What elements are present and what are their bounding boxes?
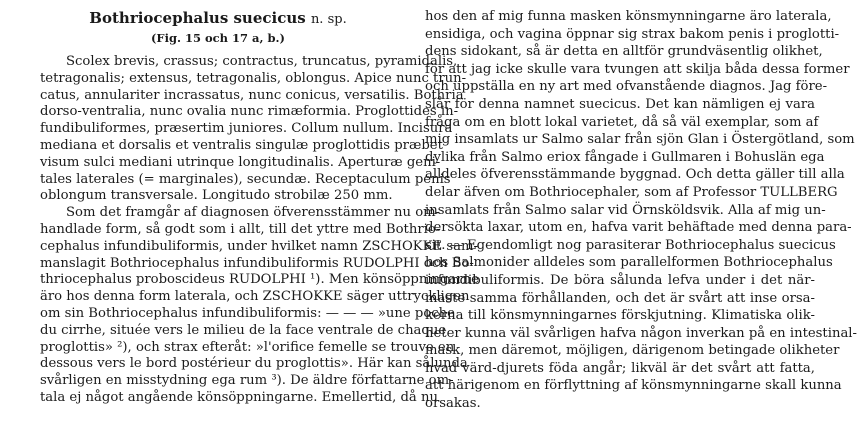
text-line: dersökta laxar, utom en, hafva varit behäftade med denna para- xyxy=(425,220,852,236)
text-line: för att jag icke skulle vara tvungen att skilja båda dessa former xyxy=(425,61,850,77)
text-line: tales laterales (= marginales), secundæ. Receptaculum penis xyxy=(40,171,451,187)
species-name: Bothriocephalus suecicus xyxy=(89,9,306,27)
text-line: sit. — Egendomligt nog parasiterar Bothriocephalus suecicus xyxy=(425,237,836,253)
text-line: tetragonalis; extensus, tetragonalis, oblongus. Apice nunc trun- xyxy=(40,70,467,86)
text-line: Som det framgår af diagnosen öfverensstämmer nu om- xyxy=(66,205,441,221)
text-line: orsakas. xyxy=(425,396,481,412)
text-line: proglottis» ²), och strax efteråt: »l'orifice femelle se trouve en xyxy=(40,339,455,355)
text-line: hvad värd-djurets föda angår; likväl är det svårt att fatta, xyxy=(425,360,815,376)
text-line: att härigenom en förflyttning af könsmynningarne skall kunna xyxy=(425,378,842,394)
figure-reference: (Fig. 15 och 17 a, b.) xyxy=(150,31,286,45)
text-line: kerna till könsmynningarnes förskjutning. Klimatiska olik- xyxy=(425,308,815,324)
text-line: och uppställa en ny art med ofvanstående diagnos. Jag före- xyxy=(425,79,828,95)
right-body-text xyxy=(425,8,857,413)
text-line: äro hos denna form laterala, och ZSCHOKKE säger uttryckligen xyxy=(40,289,470,305)
text-line: oblongum transversale. Longitudo strobilæ 250 mm. xyxy=(40,188,393,204)
text-line: dylika från Salmo eriox fångade i Gullmaren i Bohuslän ega xyxy=(425,149,825,165)
text-line: handlade form, så godt som i allt, till det yttre med Bothrio- xyxy=(40,221,441,237)
text-line: maste samma förhållanden, och det är svårt att inse orsa- xyxy=(425,290,815,306)
text-line: hos den af mig funna masken könsmynningarne äro laterala, xyxy=(425,9,832,24)
section-title xyxy=(40,8,396,28)
text-line: du cirrhe, située vers le milieu de la face ventrale de chaque xyxy=(40,322,447,338)
text-line: mig insamlats ur Salmo salar från sjön Glan i Östergötland, som xyxy=(425,132,855,148)
text-line: fråga om en blott lokal varietet, då så väl exemplar, som af xyxy=(425,114,819,130)
text-line: ensidiga, och vagina öppnar sig strax bakom penis i proglotti- xyxy=(425,26,840,42)
text-line: manslagit Bothriocephalus infundibuliformis RUDOLPHI och Bo- xyxy=(40,255,474,271)
text-line: alldeles öfverensstämmande byggnad. Och detta gäller till alla xyxy=(425,167,845,183)
text-line: dens sidokant, så är detta en alltför grundväsentlig olikhet, xyxy=(425,44,823,60)
species-suffix: n. sp. xyxy=(310,12,347,27)
text-line: insamlats från Salmo salar vid Örnsköldsvik. Alla af mig un- xyxy=(425,202,826,218)
text-line: cephalus infundibuliformis, under hvilket namn ZSCHOKKE sam- xyxy=(40,238,478,254)
right-column xyxy=(425,8,857,413)
text-line: tala ej något angående könsöppningarne. Emellertid, då nu xyxy=(40,389,438,405)
text-line: fundibuliformes, præsertim juniores. Collum nullum. Incisura xyxy=(40,121,453,137)
text-line: mediana et dorsalis et ventralis singulæ proglottidis præbet xyxy=(40,137,443,153)
text-line: dessous vers le bord postérieur du proglottis». Här kan sålunda xyxy=(40,356,468,372)
text-line: infundibuliformis. De böra sålunda lefva under i det när- xyxy=(425,272,815,288)
text-line: svårligen en misstydning ega rum ³). De äldre författarne om- xyxy=(40,373,454,389)
text-line: om sin Bothriocephalus infundibuliformis: — — — »une poche xyxy=(40,305,455,321)
text-line: dorso-ventralia, nunc ovalia nunc rimæformia. Proglottides in- xyxy=(40,104,459,120)
text-line: heter kunna väl svårligen hafva någon inverkan på en intestinal- xyxy=(425,325,857,341)
text-line: mask, men däremot, möjligen, därigenom betingade olikheter xyxy=(425,343,840,359)
text-line: hos Salmonider alldeles som parallelformen Bothriocephalus xyxy=(425,255,833,271)
text-line: slår för denna namnet suecicus. Det kan nämligen ej vara xyxy=(425,96,815,112)
text-line: delar äfven om Bothriocephaler, som af Professor TULLBERG xyxy=(425,184,838,200)
text-line: visum sulci mediani utrinque longitudinalis. Aperturæ geni- xyxy=(40,154,441,170)
text-line: catus, annulariter incrassatus, nunc conicus, versatilis. Bothria xyxy=(40,87,464,103)
text-line: thriocephalus proboscideus RUDOLPHI ¹). Men könsöppningarne xyxy=(40,272,479,288)
text-line: Scolex brevis, crassus; contractus, truncatus, pyramidalis, xyxy=(66,54,458,69)
